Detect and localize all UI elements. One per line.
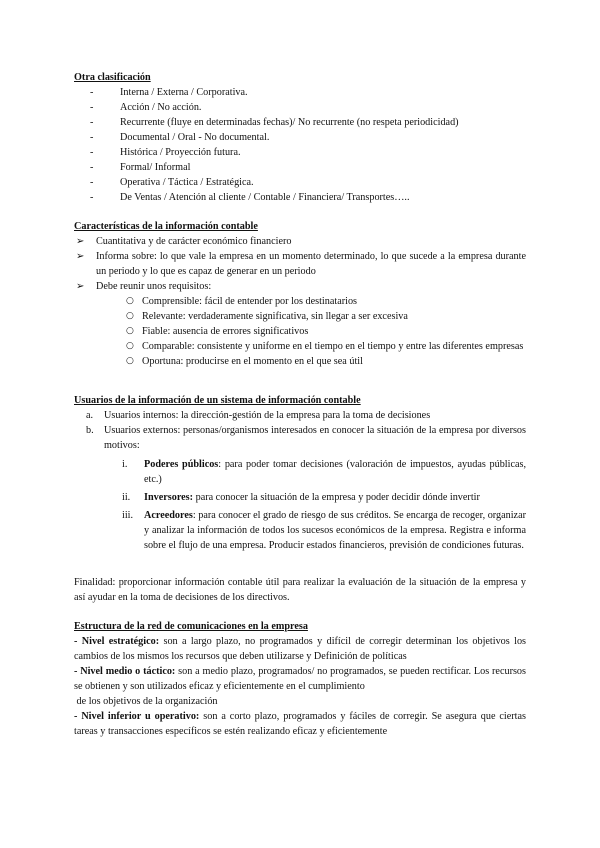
section-estructura xyxy=(74,619,526,739)
list-item: b. Usuarios externos: personas/organismos interesados en conocer la situación de la empresa por diversos motivos: xyxy=(86,425,526,451)
list-item: - Interna / Externa / Corporativa. xyxy=(90,85,526,100)
caracteristicas-list xyxy=(74,234,526,369)
list-item: ○ Oportuna: producirse en el momento en el que sea útil xyxy=(114,354,526,369)
usuarios-list xyxy=(74,408,526,453)
list-item: - De Ventas / Atención al cliente / Contable / Financiera/ Transportes….. xyxy=(90,190,526,205)
finalidad-paragraph: Finalidad: proporcionar información contable útil para realizar la evaluación de la situación de la empresa y así ayudar en la toma de decisiones de los directivos. xyxy=(74,577,526,603)
list-item: ○ Comparable: consistente y uniforme en el tiempo en el tiempo y entre las diferentes empresas xyxy=(114,339,526,354)
list-item: - Recurrente (fluye en determinadas fechas)/ No recurrente (no respeta periodicidad) xyxy=(90,115,526,130)
requisitos-list xyxy=(114,294,526,369)
list-item: a. Usuarios internos: la dirección-gestión de la empresa para la toma de decisiones xyxy=(86,410,431,421)
otra-clasificacion-list xyxy=(90,85,526,205)
list-item: iii. Acreedores: para conocer el grado de riesgo de sus créditos. Se encarga de recoger, organizar y analizar la información de todos los sucesos económicos de la empresa. Registra e informa sobre el flujo de una empresa. Producir estados financieros, previsión de condiciones futuras. xyxy=(122,510,526,551)
list-item: ○ Fiable: ausencia de errores significativos xyxy=(114,324,526,339)
section-finalidad xyxy=(74,575,526,605)
list-item: - Documental / Oral - No documental. xyxy=(90,130,526,145)
heading-caracteristicas: Características de la información contable xyxy=(74,221,258,232)
nivel-operativo-paragraph: - Nivel inferior u operativo: son a corto plazo, programados y fáciles de corregir. Se asegura que ciertas tareas y transacciones específicos se estén realizando eficaz y eficientemente xyxy=(74,711,526,737)
usuarios-externos-list xyxy=(98,457,526,553)
list-item: ○ Comprensible: fácil de entender por los destinatarios xyxy=(114,294,526,309)
section-otra-clasificacion xyxy=(74,70,526,205)
section-usuarios xyxy=(74,393,526,553)
list-item: - Operativa / Táctica / Estratégica. xyxy=(90,175,526,190)
arrow-bullet-icon: ➢ xyxy=(76,251,85,262)
list-item: ➢ Cuantitativa y de carácter económico financiero xyxy=(76,236,292,247)
heading-estructura: Estructura de la red de comunicaciones en la empresa xyxy=(74,621,308,632)
section-caracteristicas xyxy=(74,219,526,369)
list-item: ➢ Debe reunir unos requisitos: ○ Comprensible: fácil de entender por los destinatarios ○ Relevante: verdaderamente significativa, sin llegar a ser excesiva ○ Fiable: ausencia de errores significativos ○ Comparable: consistente y uniforme en el tiempo en el tiempo y entre las diferentes empresas ○ Oportuna: producirse en el momento en el que sea útil xyxy=(74,279,526,369)
nivel-tactico-continuation: de los objetivos de la organización xyxy=(74,696,218,707)
nivel-tactico-paragraph: - Nivel medio o táctico: son a medio plazo, programados/ no programados, se pueden rectificar. Los recursos se obtienen y son utilizados eficaz y eficientemente en el cumplimiento xyxy=(74,666,526,692)
arrow-bullet-icon: ➢ xyxy=(76,281,85,292)
heading-usuarios: Usuarios de la información de un sistema de información contable xyxy=(74,395,361,406)
list-item: - Formal/ Informal xyxy=(90,160,526,175)
list-item: i. Poderes públicos: para poder tomar decisiones (valoración de impuestos, ayudas públicas, etc.) xyxy=(122,459,527,485)
nivel-estrategico-paragraph: - Nivel estratégico: son a largo plazo, no programados y difícil de corregir determinan los objetivos los cambios de los mismos los recursos que deben utilizarse y Definición de políticas xyxy=(74,636,526,662)
list-item: - Acción / No acción. xyxy=(90,100,526,115)
list-item: - Histórica / Proyección futura. xyxy=(90,145,526,160)
arrow-bullet-icon: ➢ xyxy=(76,236,85,247)
list-item: ○ Relevante: verdaderamente significativa, sin llegar a ser excesiva xyxy=(114,309,526,324)
list-item: ➢ Informa sobre: lo que vale la empresa en un momento determinado, lo que sucede a la empresa durante un periodo y lo que es capaz de generar en un periodo xyxy=(76,251,526,277)
list-item: ii. Inversores: para conocer la situación de la empresa y poder decidir dónde invertir xyxy=(122,492,480,503)
heading-otra-clasificacion: Otra clasificación xyxy=(74,72,151,83)
